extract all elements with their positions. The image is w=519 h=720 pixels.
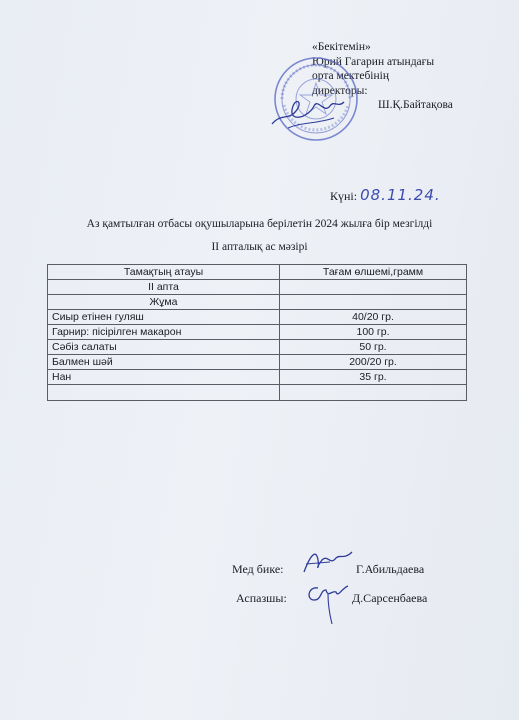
- food-amount: 40/20 гр.: [280, 310, 467, 325]
- approval-title: «Бекітемін»: [312, 41, 371, 53]
- food-name: Сәбіз салаты: [48, 340, 280, 355]
- nurse-label: Мед бике:: [232, 562, 284, 576]
- day-row: [48, 295, 467, 310]
- approval-school-2: орта мектебінің: [312, 70, 389, 82]
- document-title: Аз қамтылған отбасы оқушыларына берілетін 2024 жылға бір мезгілді: [86, 218, 433, 230]
- date-row: [330, 186, 441, 204]
- approval-school: Юрий Гагарин атындағы: [312, 55, 435, 68]
- document-subtitle: II апталық ас мәзірі: [211, 241, 308, 253]
- empty-cell: [280, 385, 467, 401]
- food-amount: 200/20 гр.: [280, 355, 467, 370]
- header-portion: Тағам өлшемі,грамм: [280, 265, 467, 280]
- food-amount: 50 гр.: [280, 340, 467, 355]
- week-row: [48, 280, 467, 295]
- nurse-name: Г.Абильдаева: [356, 562, 425, 576]
- cook-signature: [302, 578, 352, 628]
- week-empty-cell: [280, 280, 467, 295]
- table-row-empty: [48, 385, 467, 401]
- approval-position: директоры:: [312, 84, 368, 97]
- food-name: Сиыр етінен гуляш: [48, 310, 280, 325]
- table-row: [48, 325, 467, 340]
- date-value: 08.11.24.: [360, 186, 441, 204]
- food-amount: 35 гр.: [280, 370, 467, 385]
- director-signature: [268, 88, 348, 132]
- header-food-name: Тамақтың атауы: [48, 265, 280, 280]
- day-label: Жұма: [48, 295, 280, 310]
- food-name: Гарнир: пісірілген макарон: [48, 325, 280, 340]
- director-name: Ш.Қ.Байтақова: [378, 99, 453, 111]
- date-label: Күні:: [330, 189, 358, 203]
- week-label: II апта: [48, 280, 280, 295]
- food-name: Нан: [48, 370, 280, 385]
- day-empty-cell: [280, 295, 467, 310]
- table-row: [48, 310, 467, 325]
- cook-label: Аспазшы:: [236, 591, 287, 605]
- cook-name: Д.Сарсенбаева: [352, 591, 428, 605]
- table-row: [48, 355, 467, 370]
- table-row: [48, 370, 467, 385]
- food-name: Балмен шәй: [48, 355, 280, 370]
- nurse-signature: [300, 546, 356, 576]
- empty-cell: [48, 385, 280, 401]
- food-amount: 100 гр.: [280, 325, 467, 340]
- table-header-row: [48, 265, 467, 280]
- menu-table: [47, 264, 467, 401]
- table-row: [48, 340, 467, 355]
